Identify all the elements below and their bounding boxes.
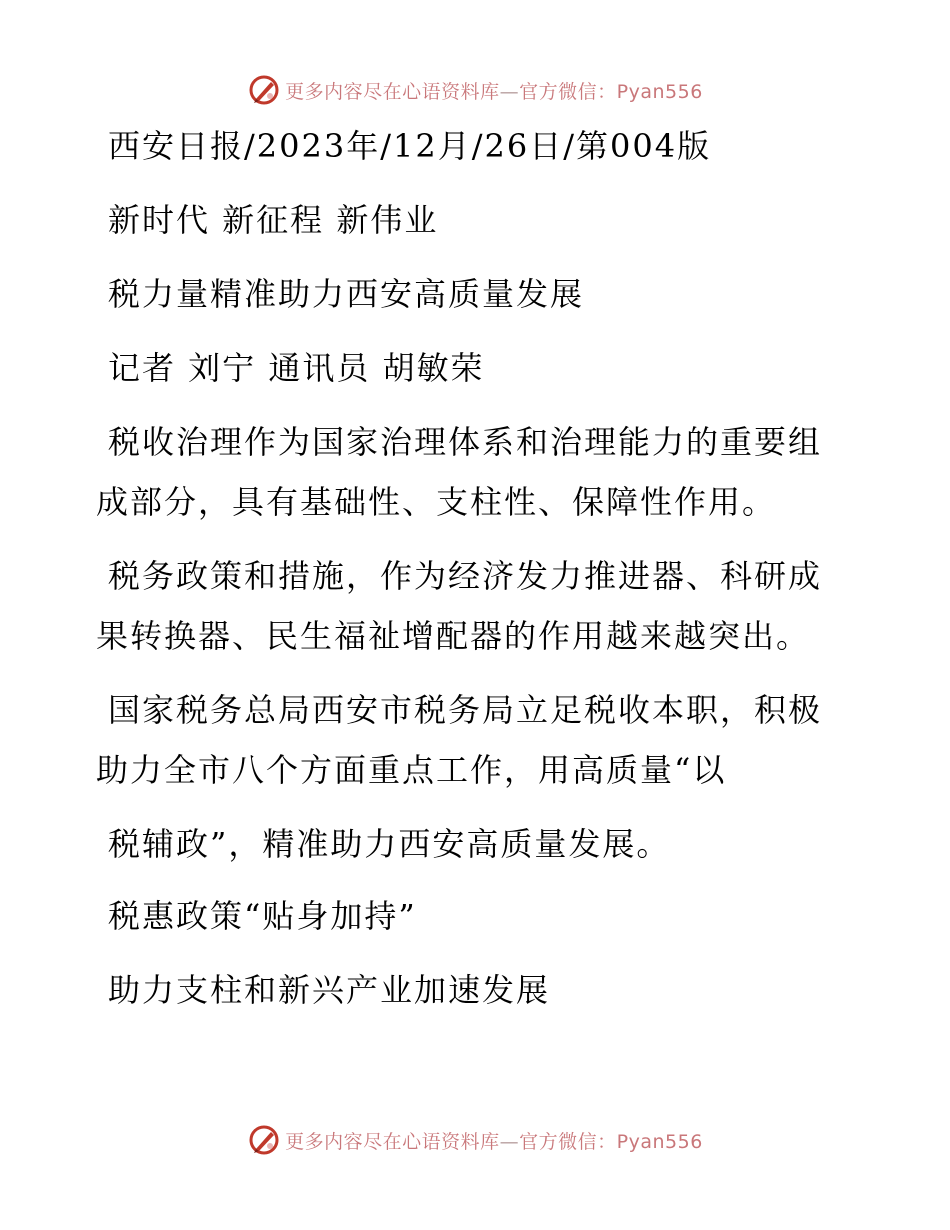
article-headline: 税力量精准助力西安高质量发展 xyxy=(108,275,585,313)
watermark-slogan: 更多内容尽在心语资料库 xyxy=(285,1130,500,1153)
paragraph-line: 税辅政”，精准助力西安高质量发展。 xyxy=(108,825,671,863)
section-subheading: 税惠政策“贴身加持” xyxy=(108,897,417,935)
article-byline: 记者 刘宁 通讯员 胡敏荣 xyxy=(108,349,485,387)
footer-watermark xyxy=(0,1120,950,1160)
watermark-slogan: 更多内容尽在心语资料库 xyxy=(285,80,500,103)
watermark-wechat: 官方微信：Pyan556 xyxy=(519,1130,703,1153)
article-column-title: 新时代 新征程 新伟业 xyxy=(108,201,439,239)
article-source-line: 西安日报/2023年/12月/26日/第004版 xyxy=(108,127,712,165)
paragraph-line: 助力全市八个方面重点工作，用高质量“以 xyxy=(96,751,727,789)
watermark-wechat: 官方微信：Pyan556 xyxy=(519,80,703,103)
paragraph-line: 国家税务总局西安市税务局立足税收本职，积极 xyxy=(108,691,823,729)
watermark-text xyxy=(285,1127,703,1154)
paragraph-line: 税务政策和措施，作为经济发力推进器、科研成 xyxy=(108,557,823,595)
paragraph-line: 果转换器、民生福祉增配器的作用越来越突出。 xyxy=(96,617,811,655)
section-subheading: 助力支柱和新兴产业加速发展 xyxy=(108,971,551,1009)
paragraph-line: 成部分，具有基础性、支柱性、保障性作用。 xyxy=(96,483,777,521)
paragraph-line: 税收治理作为国家治理体系和治理能力的重要组 xyxy=(108,423,823,461)
watermark-separator: — xyxy=(499,1130,520,1153)
pen-logo-icon xyxy=(247,1123,281,1157)
watermark-separator: — xyxy=(499,80,520,103)
